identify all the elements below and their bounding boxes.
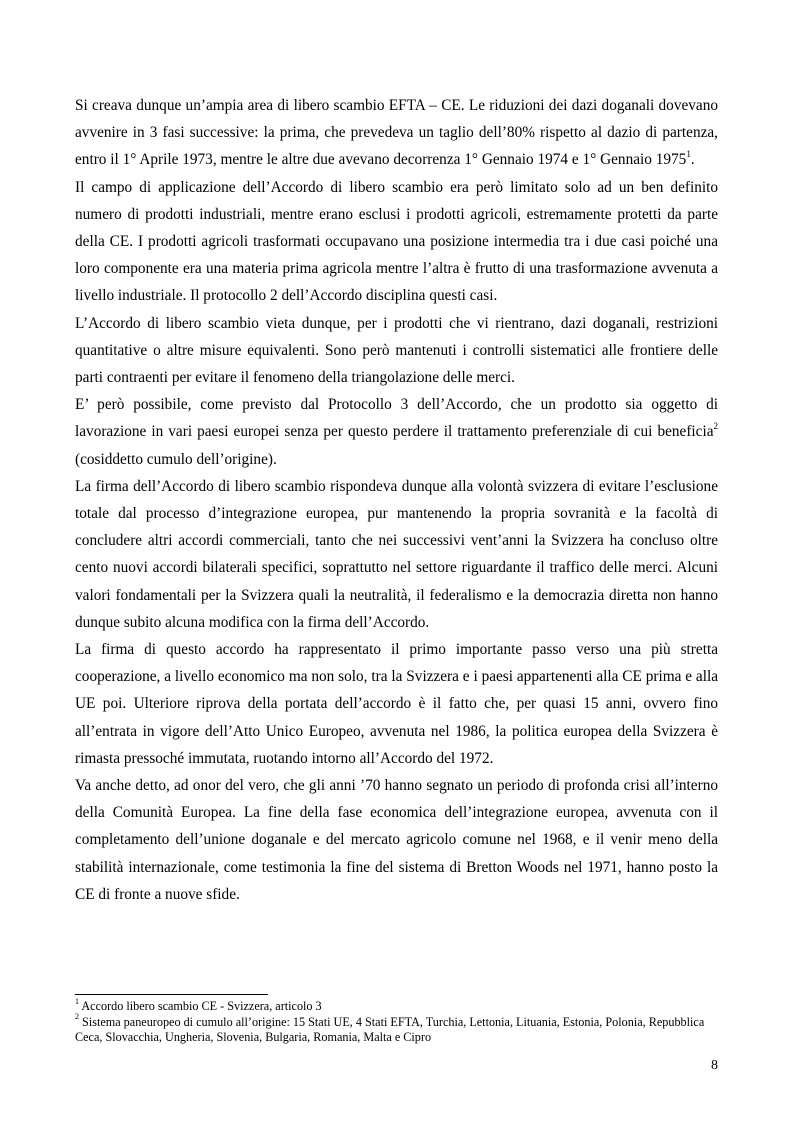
footnote-number: 1 (75, 996, 79, 1006)
footnotes (75, 996, 720, 1046)
paragraph-4 (75, 391, 718, 473)
paragraph-5: La firma dell’Accordo di libero scambio rispondeva dunque alla volontà svizzera di evitare l’esclusione totale dal processo d’integrazione europea, pur mantenendo la propria sovranità e la facoltà di concludere altri accordi commerciali, tanto che nei successivi vent’anni la Svizzera ha concluso oltre cento nuovi accordi bilaterali specifici, soprattutto nel settore riguardante il traffico delle merci. Alcuni valori fondamentali per la Svizzera quali la neutralità, il federalismo e la democrazia diretta non hanno dunque subito alcuna modifica con la firma dell’Accordo. (75, 477, 718, 631)
footnote-number: 2 (75, 1012, 79, 1022)
paragraph-3: L’Accordo di libero scambio vieta dunque, per i prodotti che vi rientrano, dazi doganali, restrizioni quantitative o altre misure equivalenti. Sono però mantenuti i controlli sistematici alle frontiere delle parti contraenti per evitare il fenomeno della triangolazione delle merci. (75, 314, 718, 387)
footnote-text: Accordo libero scambio CE - Svizzera, articolo 3 (79, 999, 322, 1013)
footnote-ref-2: 2 (713, 421, 718, 432)
footnote-separator (75, 994, 268, 995)
paragraph-text-after: . (690, 151, 695, 169)
paragraph-text: E’ però possibile, come previsto dal Protocollo 3 dell’Accordo, che un prodotto sia oggetto di lavorazione in vari paesi europei senza per questo perdere il trattamento preferenziale di cui beneficia (75, 396, 718, 441)
paragraph-7: Va anche detto, ad onor del vero, che gli anni ’70 hanno segnato un periodo di profonda crisi all’interno della Comunità Europea. La fine della fase economica dell’integrazione europea, avvenuta con il completamento dell’unione doganale e del mercato agricolo comune nel 1968, e il venir meno della stabilità internazionale, come testimonia la fine del sistema di Bretton Woods nel 1971, hanno posto la CE di fronte a nuove sfide. (75, 777, 718, 903)
paragraph-text: Si creava dunque un’ampia area di libero scambio EFTA – CE. Le riduzioni dei dazi doganali dovevano avvenire in 3 fasi successive: la prima, che prevedeva un taglio dell’80% rispetto al dazio di partenza, entro il 1° Aprile 1973, mentre le altre due avevano decorrenza 1° Gennaio 1974 e 1° Gennaio 1975 (75, 97, 718, 169)
paragraph-2: Il campo di applicazione dell’Accordo di libero scambio era però limitato solo ad un ben definito numero di prodotti industriali, mentre erano esclusi i prodotti agricoli, estremamente protetti da parte della CE. I prodotti agricoli trasformati occupavano una posizione intermedia tra i due casi poiché una loro componente era una materia prima agricola mentre l’altra è frutto di una trasformazione avvenuta a livello industriale. Il protocollo 2 dell’Accordo disciplina questi casi. (75, 178, 718, 305)
body-text (75, 92, 718, 908)
page-number: 8 (711, 1058, 718, 1073)
footnote-ref-1: 1 (686, 149, 691, 160)
paragraph-1 (75, 92, 718, 174)
paragraph-6: La firma di questo accordo ha rappresentato il primo importante passo verso una più stretta cooperazione, a livello economico ma non solo, tra la Svizzera e i paesi appartenenti alla CE prima e alla UE poi. Ulteriore riprova della portata dell’accordo è il fatto che, per quasi 15 anni, ovvero fino all’entrata in vigore dell’Atto Unico Europeo, avvenuta nel 1986, la politica europea della Svizzera è rimasta pressoché immutata, ruotando intorno all’Accordo del 1972. (75, 641, 718, 767)
footnote-text: Sistema paneuropeo di cumulo all’origine: 15 Stati UE, 4 Stati EFTA, Turchia, Lettonia, Lituania, Estonia, Polonia, Repubblica Ceca, Slovacchia, Ungheria, Slovenia, Bulgaria, Romania, Malta e Cipro (75, 1014, 705, 1044)
paragraph-text-after: (cosiddetto cumulo dell’origine). (75, 450, 277, 468)
footnote-2 (75, 1012, 720, 1046)
footnote-1 (75, 996, 720, 1015)
